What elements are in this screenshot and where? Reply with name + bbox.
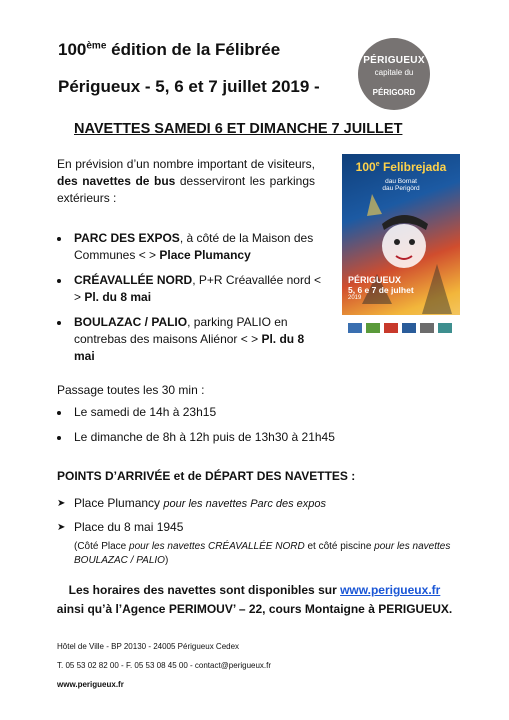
title-text: édition de la Félibrée bbox=[106, 40, 281, 59]
parking-detail: , parking PALIO en contrebas des maisons Aliénor < > bbox=[74, 315, 288, 346]
point-place: Place du 8 mai 1945 bbox=[74, 520, 184, 534]
points-heading: POINTS D’ARRIVÉE et de DÉPART DES NAVETTES : bbox=[57, 469, 356, 483]
logo-line-1: PÉRIGUEUX bbox=[363, 55, 425, 66]
parking-item bbox=[57, 230, 327, 264]
section-heading: NAVETTES SAMEDI 6 ET DIMANCHE 7 JUILLET bbox=[74, 121, 403, 137]
felibree-poster-image bbox=[342, 154, 460, 342]
passage-frequency: Passage toutes les 30 min : bbox=[57, 383, 205, 397]
page-title bbox=[58, 40, 280, 60]
arrow-icon: ➤ bbox=[57, 522, 66, 533]
logo-line-2: capitale du bbox=[374, 68, 414, 77]
parking-item bbox=[57, 314, 327, 365]
poster-subtitle-1: dau Bornat bbox=[385, 178, 417, 185]
intro-bold: des navettes de bus bbox=[57, 174, 176, 188]
parking-detail: , à côté de la Maison des Communes < > bbox=[74, 231, 314, 262]
info-line-1: Les horaires des navettes sont disponibles sur www.perigueux.fr bbox=[68, 583, 441, 597]
logo-line-4: PÉRIGORD bbox=[372, 88, 416, 97]
poster-city: PÉRIGUEUX bbox=[348, 275, 402, 285]
schedule-item: Le samedi de 14h à 23h15 bbox=[57, 404, 457, 421]
page-subtitle: Périgueux - 5, 6 et 7 juillet 2019 - bbox=[58, 77, 320, 96]
poster-sponsor-strip bbox=[342, 315, 460, 342]
parking-name: PARC DES EXPOS bbox=[74, 231, 180, 245]
parking-item bbox=[57, 272, 327, 306]
poster-title: 100e Felibrejada bbox=[355, 160, 447, 174]
parking-name: CRÉAVALLÉE NORD bbox=[74, 273, 193, 287]
perigueux-logo bbox=[358, 38, 430, 110]
schedule-item: Le dimanche de 8h à 12h puis de 13h30 à 21h45 bbox=[57, 429, 457, 446]
info-line-2: ainsi qu’à l’Agence PERIMOUV’ – 22, cours Montaigne à PERIGUEUX. bbox=[56, 602, 453, 616]
parking-list bbox=[57, 230, 327, 373]
address-line-2: T. 05 53 02 82 00 - F. 05 53 08 45 00 - contact@perigueux.fr bbox=[57, 661, 272, 670]
point-note: pour les navettes Parc des expos bbox=[163, 498, 327, 510]
parking-detail: , P+R Créavallée nord < > bbox=[74, 273, 321, 304]
schedule-info bbox=[0, 581, 509, 619]
parking-name: BOULAZAC / PALIO bbox=[74, 315, 188, 329]
parking-destination: Pl. du 8 mai bbox=[74, 332, 305, 363]
arrow-icon: ➤ bbox=[57, 498, 66, 509]
point-item bbox=[57, 495, 467, 513]
point-detail-note: (Côté Place pour les navettes CRÉAVALLÉE NORD et côté piscine pour les navettes BOULAZAC / PALIO) bbox=[74, 541, 451, 566]
intro-paragraph bbox=[57, 156, 315, 207]
poster-subtitle bbox=[342, 178, 460, 192]
parking-destination: Place Plumancy bbox=[159, 248, 251, 262]
title-number: 100 bbox=[58, 40, 87, 59]
poster-subtitle-2: dau Perigòrd bbox=[382, 185, 420, 192]
point-item bbox=[57, 519, 467, 536]
poster-dates: 5, 6 e 7 de julhet bbox=[348, 285, 414, 295]
address-line-1: Hôtel de Ville - BP 20130 - 24005 Périgueux Cedex bbox=[57, 642, 240, 651]
sponsor-logos bbox=[342, 315, 460, 342]
intro-text-1: En prévision d’un nombre important de visiteurs, bbox=[57, 157, 315, 171]
schedule-list bbox=[57, 404, 457, 454]
poster-year: 2019 bbox=[348, 295, 362, 301]
parking-destination: Pl. du 8 mai bbox=[84, 290, 152, 304]
points-list bbox=[57, 495, 467, 568]
website-link[interactable]: www.perigueux.fr bbox=[340, 583, 441, 597]
title-superscript: ème bbox=[86, 40, 107, 52]
intro-text-2: desserviront les parkings extérieurs : bbox=[57, 174, 315, 205]
point-place: Place Plumancy bbox=[74, 496, 161, 510]
address-website: www.perigueux.fr bbox=[57, 680, 124, 689]
